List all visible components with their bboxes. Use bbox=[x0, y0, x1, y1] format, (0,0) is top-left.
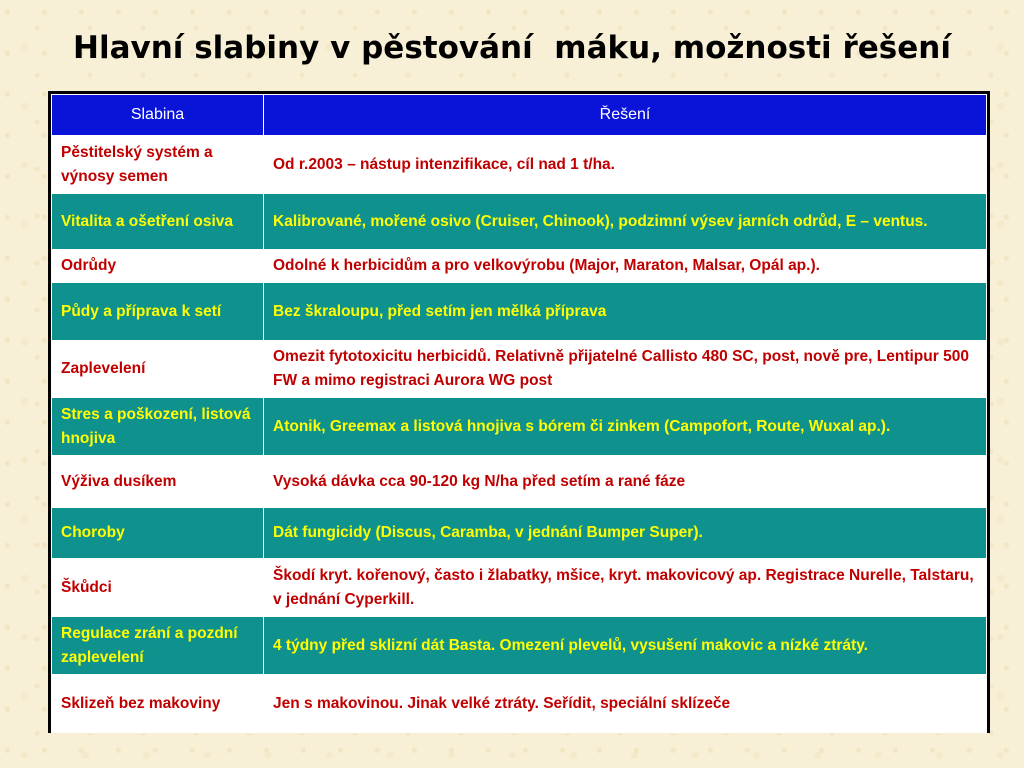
table-row bbox=[52, 456, 987, 508]
table-row bbox=[52, 194, 987, 250]
cell-reseni: Omezit fytotoxicitu herbicidů. Relativně přijatelné Callisto 480 SC, post, nově pre, Lentipur 500 FW a mimo registraci Aurora WG post bbox=[264, 341, 987, 398]
weakness-table-frame bbox=[48, 91, 990, 733]
table-row bbox=[52, 559, 987, 617]
slide-title: Hlavní slabiny v pěstování máku, možnosti řešení bbox=[73, 30, 951, 66]
cell-slabina: Půdy a příprava k setí bbox=[52, 283, 264, 341]
table-row bbox=[52, 398, 987, 456]
cell-reseni: Škodí kryt. kořenový, často i žlabatky, mšice, kryt. makovicový ap. Registrace Nurelle, Talstaru, v jednání Cyperkill. bbox=[264, 559, 987, 617]
cell-slabina: Vitalita a ošetření osiva bbox=[52, 194, 264, 250]
cell-slabina: Škůdci bbox=[52, 559, 264, 617]
table-row bbox=[52, 617, 987, 675]
cell-slabina: Pěstitelský systém a výnosy semen bbox=[52, 136, 264, 194]
cell-reseni: Od r.2003 – nástup intenzifikace, cíl nad 1 t/ha. bbox=[264, 136, 987, 194]
cell-slabina: Sklizeň bez makoviny bbox=[52, 675, 264, 733]
cell-slabina: Regulace zrání a pozdní zaplevelení bbox=[52, 617, 264, 675]
table-row bbox=[52, 675, 987, 733]
table-row bbox=[52, 508, 987, 559]
table-row bbox=[52, 136, 987, 194]
table-row bbox=[52, 250, 987, 283]
cell-reseni: Odolné k herbicidům a pro velkovýrobu (Major, Maraton, Malsar, Opál ap.). bbox=[264, 250, 987, 283]
header-reseni: Řešení bbox=[264, 95, 987, 136]
cell-reseni: Vysoká dávka cca 90-120 kg N/ha před setím a rané fáze bbox=[264, 456, 987, 508]
weakness-solution-table bbox=[51, 94, 987, 733]
cell-slabina: Odrůdy bbox=[52, 250, 264, 283]
cell-slabina: Stres a poškození, listová hnojiva bbox=[52, 398, 264, 456]
cell-reseni: 4 týdny před sklizní dát Basta. Omezení plevelů, vysušení makovic a nízké ztráty. bbox=[264, 617, 987, 675]
cell-slabina: Zaplevelení bbox=[52, 341, 264, 398]
cell-reseni: Jen s makovinou. Jinak velké ztráty. Seřídit, speciální sklízeče bbox=[264, 675, 987, 733]
table-row bbox=[52, 341, 987, 398]
cell-reseni: Kalibrované, mořené osivo (Cruiser, Chinook), podzimní výsev jarních odrůd, E – ventus. bbox=[264, 194, 987, 250]
table-header-row bbox=[52, 95, 987, 136]
table-row bbox=[52, 283, 987, 341]
cell-reseni: Dát fungicidy (Discus, Caramba, v jednání Bumper Super). bbox=[264, 508, 987, 559]
cell-reseni: Bez škraloupu, před setím jen mělká příprava bbox=[264, 283, 987, 341]
header-slabina: Slabina bbox=[52, 95, 264, 136]
cell-slabina: Choroby bbox=[52, 508, 264, 559]
cell-reseni: Atonik, Greemax a listová hnojiva s bórem či zinkem (Campofort, Route, Wuxal ap.). bbox=[264, 398, 987, 456]
cell-slabina: Výživa dusíkem bbox=[52, 456, 264, 508]
